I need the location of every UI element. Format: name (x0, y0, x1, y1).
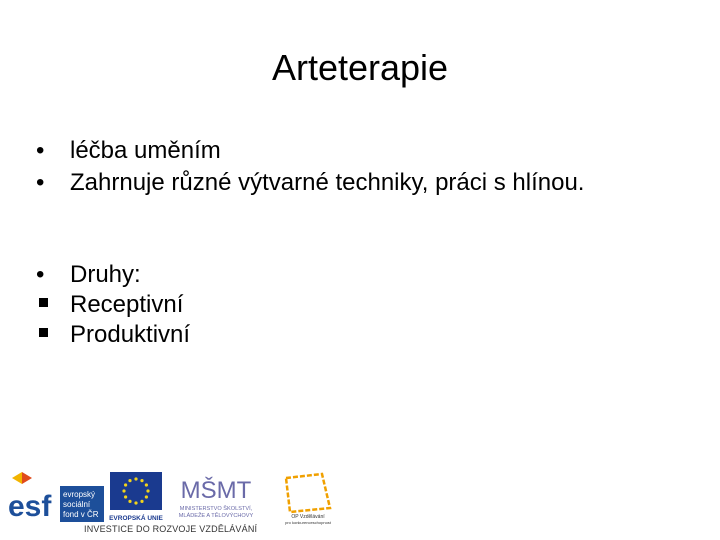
eu-star-icon (140, 479, 143, 482)
eu-star-icon (145, 483, 148, 486)
sub-bullet-item (36, 320, 656, 350)
slide-title: Arteterapie (271, 47, 449, 88)
bullet-dot-icon (36, 260, 60, 290)
investment-tagline: INVESTICE DO ROZVOJE VZDĚLÁVÁNÍ (84, 524, 258, 534)
bullet-text: Zahrnuje různé výtvarné techniky, práci s hlínou. (70, 169, 585, 196)
esf-line: sociální (63, 500, 91, 509)
eu-star-icon (146, 489, 149, 492)
eu-star-icon (128, 500, 131, 503)
eu-star-icon (122, 489, 125, 492)
sub-bullet-item (36, 290, 656, 320)
bullet-text: Druhy: (70, 261, 141, 288)
eu-star-icon (134, 477, 137, 480)
msmt-caption: MINISTERSTVO ŠKOLSTVÍ, (179, 506, 253, 512)
eu-star-icon (140, 500, 143, 503)
square-bullet-icon (36, 290, 60, 320)
esf-line: fond v ČR (63, 510, 99, 519)
op-logo (278, 468, 338, 528)
esf-line: evropský (63, 490, 96, 499)
bullet-dot-icon (36, 168, 60, 198)
eu-flag-logo (108, 470, 164, 524)
eu-star-icon (128, 479, 131, 482)
eu-star-icon (124, 483, 127, 486)
logo-bar (0, 462, 720, 540)
op-caption: pro konkurenceschopnost (285, 520, 331, 525)
msmt-mark: MŠMT (180, 477, 252, 504)
esf-logo (8, 468, 106, 526)
bullet-item (36, 168, 656, 198)
square-bullet-icon (36, 320, 60, 350)
msmt-caption: MLÁDEŽE A TĚLOVÝCHOVY (178, 513, 254, 519)
bullet-dot-icon (36, 136, 60, 166)
sub-bullet-text: Produktivní (70, 321, 191, 348)
bullet-item (36, 260, 656, 290)
bullet-list (36, 136, 656, 350)
sub-bullet-text: Receptivní (70, 291, 184, 318)
eu-star-icon (134, 501, 137, 504)
eu-star-icon (145, 495, 148, 498)
eu-label: EVROPSKÁ UNIE (109, 515, 163, 522)
bullet-item (36, 136, 656, 166)
eu-star-icon (124, 495, 127, 498)
msmt-logo (168, 466, 264, 528)
esf-logo-text: esf (8, 490, 52, 523)
op-label: OP Vzdělávání (291, 514, 325, 520)
bullet-text: léčba uměním (70, 137, 221, 164)
